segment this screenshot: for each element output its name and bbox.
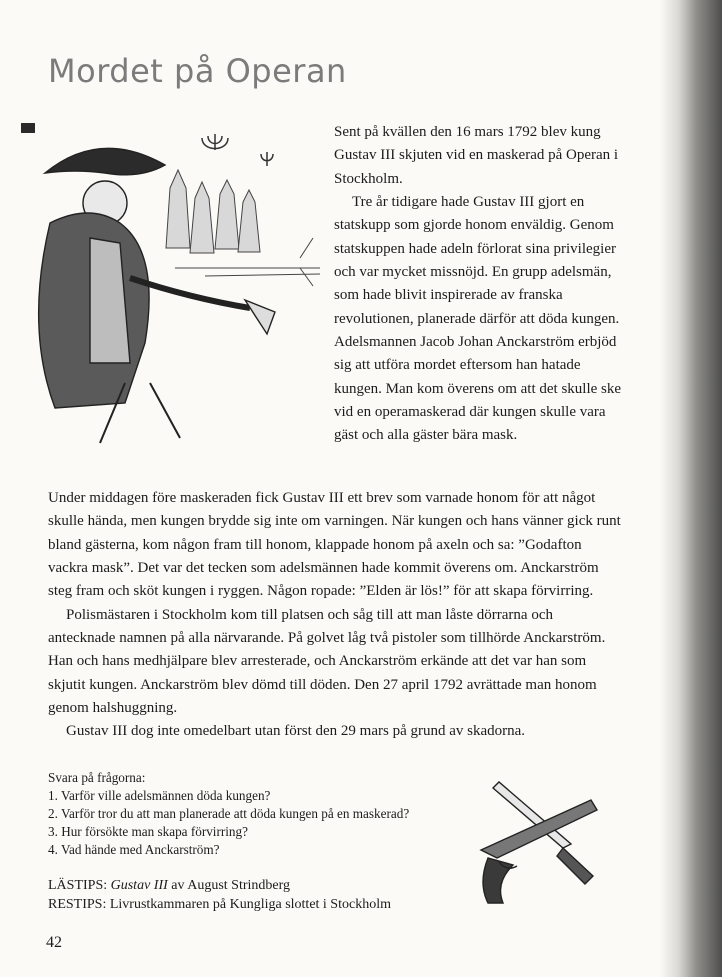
reading-tip [48, 876, 468, 895]
reading-tip-author: av August Strindberg [167, 878, 291, 893]
intro-paragraph: Sent på kvällen den 16 mars 1792 blev kung Gustav III skjuten vid en maskerad på Operan i Stockholm. [334, 124, 619, 187]
background-paragraph: Tre år tidigare hade Gustav III gjort en statskupp som gjorde honom enväldig. Genom statskuppen hade adeln förlorat sina privilegier och var mycket missnöjd. En grupp adelsmän, som hade blivit inspirerade av franska revolutionen, planerade därför att döda kungen. Adelsmannen Jacob Johan Anckarström erbjöd sig att utföra mordet eftersom han hatade kungen. Man kom överens om att det skulle ske vid en operamaskerad där kungen skulle vara gäst och alla gäster bära mask. [334, 194, 622, 444]
body-paragraph: Polismästaren i Stockholm kom till platsen och såg till att man låste dörrarna och antecknade namnen på alla närvarande. På golvet låg två pistoler som tillhörde Anckarström. Han och hans medhjälpare blev arresterade, och Anckarström erkände att det var han som skjutit kungen. Anckarström blev dömd till döden. Den 27 april 1792 avrättade man honom genom halshuggning. [48, 606, 606, 717]
questions-heading: Svara på frågorna: [48, 770, 146, 785]
question-item: 3. Hur försökte man skapa förvirring? [48, 824, 248, 839]
questions-section [48, 769, 478, 859]
page-title: Mordet på Operan [48, 52, 347, 90]
reading-tip-title: Gustav III [110, 878, 168, 893]
body-paragraph: Gustav III dog inte omedelbart utan först den 29 mars på grund av skadorna. [66, 723, 526, 740]
question-item: 4. Vad hände med Anckarström? [48, 842, 220, 857]
assassination-illustration [30, 128, 330, 453]
main-text [48, 487, 622, 744]
pistol-and-knife-illustration [463, 780, 613, 910]
travel-tip [48, 895, 468, 914]
reading-tip-label: LÄSTIPS: [48, 878, 108, 893]
page-number: 42 [46, 934, 62, 951]
tips-section [48, 876, 468, 914]
body-paragraph: Under middagen före maskeraden fick Gustav III ett brev som varnade honom för att något skulle hända, men kungen brydde sig inte om varningen. När kungen och hans vänner gick runt bland gästerna, kom någon fram till honom, klappade honom på axeln och sa: ”Godafton vackra mask”. Det var det tecken som adelsmännen hade kommit överens om. Anckarström steg fram och sköt kungen i ryggen. Någon ropade: ”Elden är lös!” för att skapa förvirring. [48, 490, 621, 600]
page-gutter-shadow [660, 0, 722, 977]
intro-column [334, 121, 624, 448]
question-item: 2. Varför tror du att man planerade att döda kungen på en maskerad? [48, 806, 410, 821]
travel-tip-text: Livrustkammaren på Kungliga slottet i Stockholm [106, 897, 391, 912]
travel-tip-label: RESTIPS: [48, 897, 107, 912]
question-item: 1. Varför ville adelsmännen döda kungen? [48, 788, 271, 803]
